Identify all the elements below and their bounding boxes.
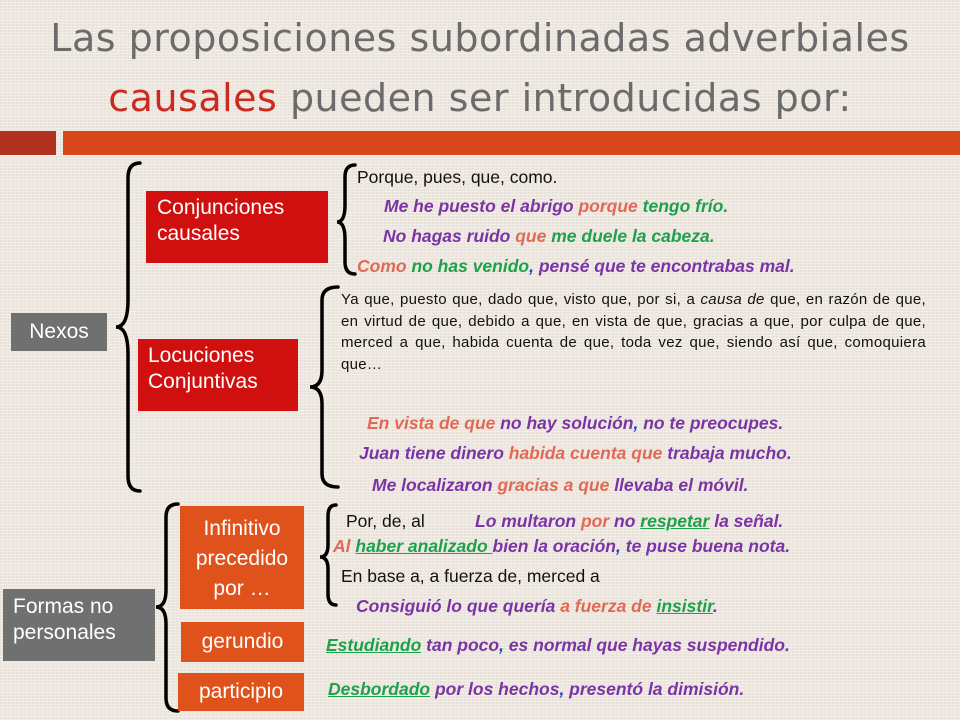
gerundio-box: gerundio	[181, 622, 304, 662]
infinitivo-list-1: Por, de, al	[346, 511, 425, 531]
brace-formas	[156, 504, 178, 711]
brace-conjunciones	[337, 165, 355, 274]
conjunciones-causales-box	[146, 191, 328, 263]
locuciones-example-2: Juan tiene dinero habida cuenta que trabaja mucho.	[359, 443, 792, 463]
nexos-box: Nexos	[11, 313, 107, 351]
infinitivo-box	[180, 506, 304, 609]
conjunciones-label-2: causales	[157, 222, 240, 245]
participio-box: participio	[178, 673, 304, 711]
infinitivo-label-2: precedido	[195, 547, 289, 570]
locuciones-conjuntivas-box	[138, 339, 298, 411]
infinitivo-label-3: por …	[213, 577, 271, 600]
formas-no-personales-box	[3, 589, 155, 661]
infinitivo-example-3: Consiguió lo que quería a fuerza de insistir.	[356, 596, 718, 616]
conjunciones-label-1: Conjunciones	[157, 196, 285, 219]
conjunciones-example-2: No hagas ruido que me duele la cabeza.	[383, 226, 715, 246]
infinitivo-list-2: En base a, a fuerza de, merced a	[341, 566, 600, 586]
formas-label-1: Formas no	[13, 595, 114, 618]
conjunciones-example-3: Como no has venido, pensé que te encontrabas mal.	[357, 256, 795, 276]
infinitivo-example-1: Lo multaron por no respetar la señal.	[475, 511, 784, 531]
brace-locuciones	[310, 287, 338, 487]
participio-example: Desbordado por los hechos, presentó la dimisión.	[328, 679, 745, 699]
formas-label-2: personales	[13, 621, 116, 644]
title-rest: pueden ser introducidas por:	[277, 76, 852, 120]
gerundio-example: Estudiando tan poco, es normal que hayas suspendido.	[326, 635, 790, 655]
page-title-line1: Las proposiciones subordinadas adverbiales	[50, 16, 910, 60]
conjunciones-list: Porque, pues, que, como.	[357, 167, 558, 187]
locuciones-label-1: Locuciones	[148, 344, 255, 367]
brace-nexos	[116, 163, 140, 491]
locuciones-example-1: En vista de que no hay solución, no te preocupes.	[367, 413, 784, 433]
conjunciones-example-1: Me he puesto el abrigo porque tengo frío.	[384, 196, 729, 216]
locuciones-example-3: Me localizaron gracias a que llevaba el móvil.	[372, 475, 749, 495]
locuciones-list: Ya que, puesto que, dado que, visto que, por si, a causa de que, en razón de que, en virtud de que, debido a que, en vista de que, gracias a que, por culpa de que, merced a que, habida cuenta de que, toda vez que, siendo así que, comoquiera que…	[341, 291, 926, 373]
infinitivo-label-1: Infinitivo	[203, 517, 281, 540]
title-highlight: causales	[108, 76, 278, 120]
locuciones-label-2: Conjuntivas	[148, 370, 258, 393]
infinitivo-example-2: Al haber analizado bien la oración, te puse buena nota.	[333, 536, 791, 556]
